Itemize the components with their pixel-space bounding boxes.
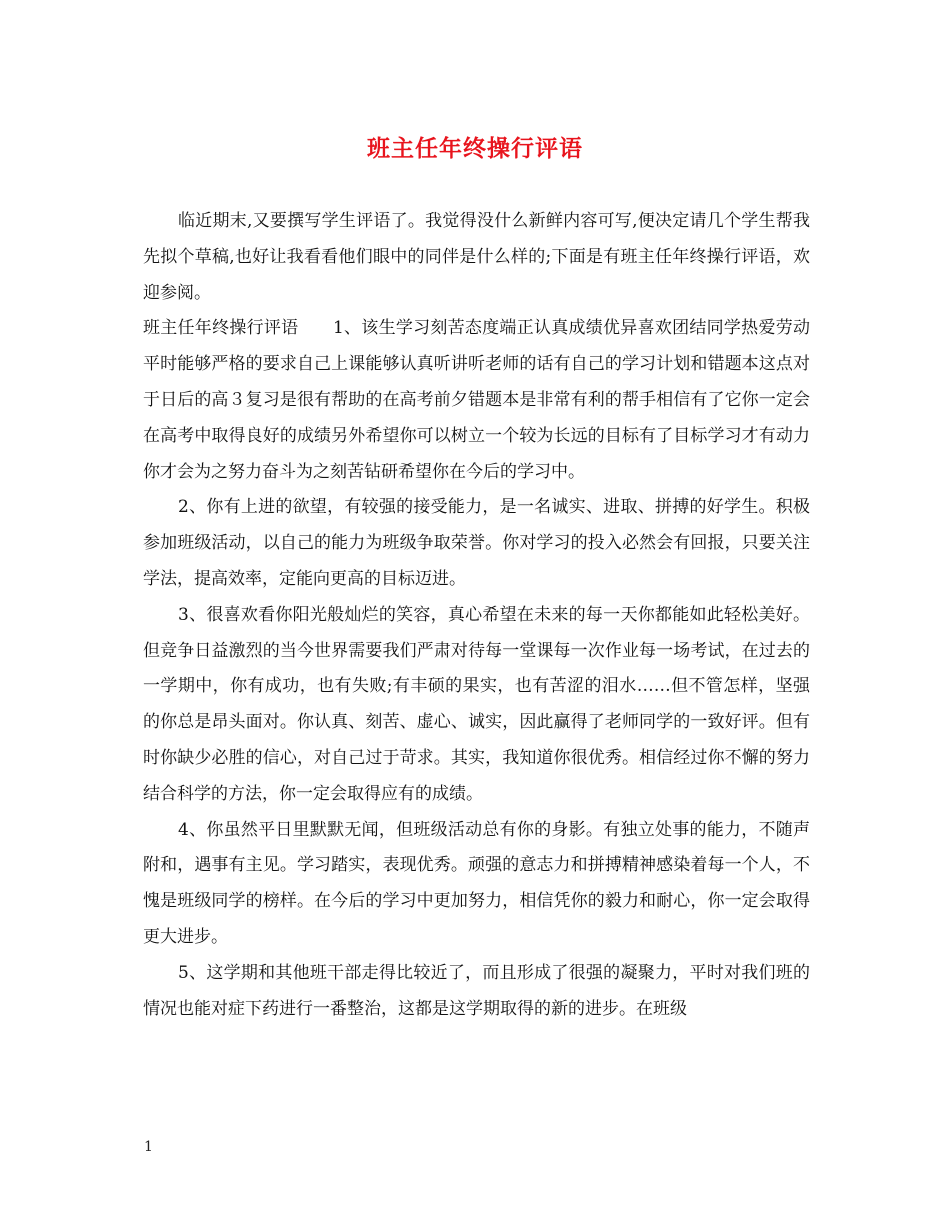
paragraph-comment-5: 5、这学期和其他班干部走得比较近了，而且形成了很强的凝聚力，平时对我们班的情况也能对症下药进行一番整治，这都是这学期取得的新的进步。在班级 [143, 962, 810, 1019]
paragraph-intro: 临近期末,又要撰写学生评语了。我觉得没什么新鲜内容可写,便决定请几个学生帮我先拟个草稿,也好让我看看他们眼中的同伴是什么样的;下面是有班主任年终操行评语，欢迎参阅。 [143, 211, 810, 303]
paragraph-comment-4: 4、你虽然平日里默默无闻，但班级活动总有你的身影。有独立处事的能力，不随声附和，遇事有主见。学习踏实，表现优秀。顽强的意志力和拼搏精神感染着每一个人，不愧是班级同学的榜样。在今后的学习中更加努力，相信凭你的毅力和耐心，你一定会取得更大进步。 [143, 819, 810, 947]
paragraph-comment-3: 3、很喜欢看你阳光般灿烂的笑容，真心希望在未来的每一天你都能如此轻松美好。但竞争日益激烈的当今世界需要我们严肃对待每一堂课每一次作业每一场考试，在过去的一学期中，你有成功，也有失败;有丰硕的果实，也有苦涩的泪水……但不管怎样，坚强的你总是昂头面对。你认真、刻苦、虚心、诚实，因此赢得了老师同学的一致好评。但有时你缺少必胜的信心，对自己过于苛求。其实，我知道你很优秀。相信经过你不懈的努力结合科学的方法，你一定会取得应有的成绩。 [143, 604, 810, 804]
paragraph-comment-1: 班主任年终操行评语 1、该生学习刻苦态度端正认真成绩优异喜欢团结同学热爱劳动平时能够严格的要求自己上课能够认真听讲听老师的话有自己的学习计划和错题本这点对于日后的高３复习是很有帮助的在高考前夕错题本是非常有利的帮手相信有了它你一定会在高考中取得良好的成绩另外希望你可以树立一个较为长远的目标有了目标学习才有动力你才会为之努力奋斗为之刻苦钻研希望你在今后的学习中。 [143, 318, 810, 482]
document-body [143, 204, 810, 1027]
paragraph-comment-2: 2、你有上进的欲望，有较强的接受能力，是一名诚实、进取、拼搏的好学生。积极参加班级活动，以自己的能力为班级争取荣誉。你对学习的投入必然会有回报，只要关注学法，提高效率，定能向更高的目标迈进。 [143, 497, 810, 589]
page-number: 1 [144, 1139, 153, 1155]
document-title: 班主任年终操行评语 [367, 135, 583, 162]
